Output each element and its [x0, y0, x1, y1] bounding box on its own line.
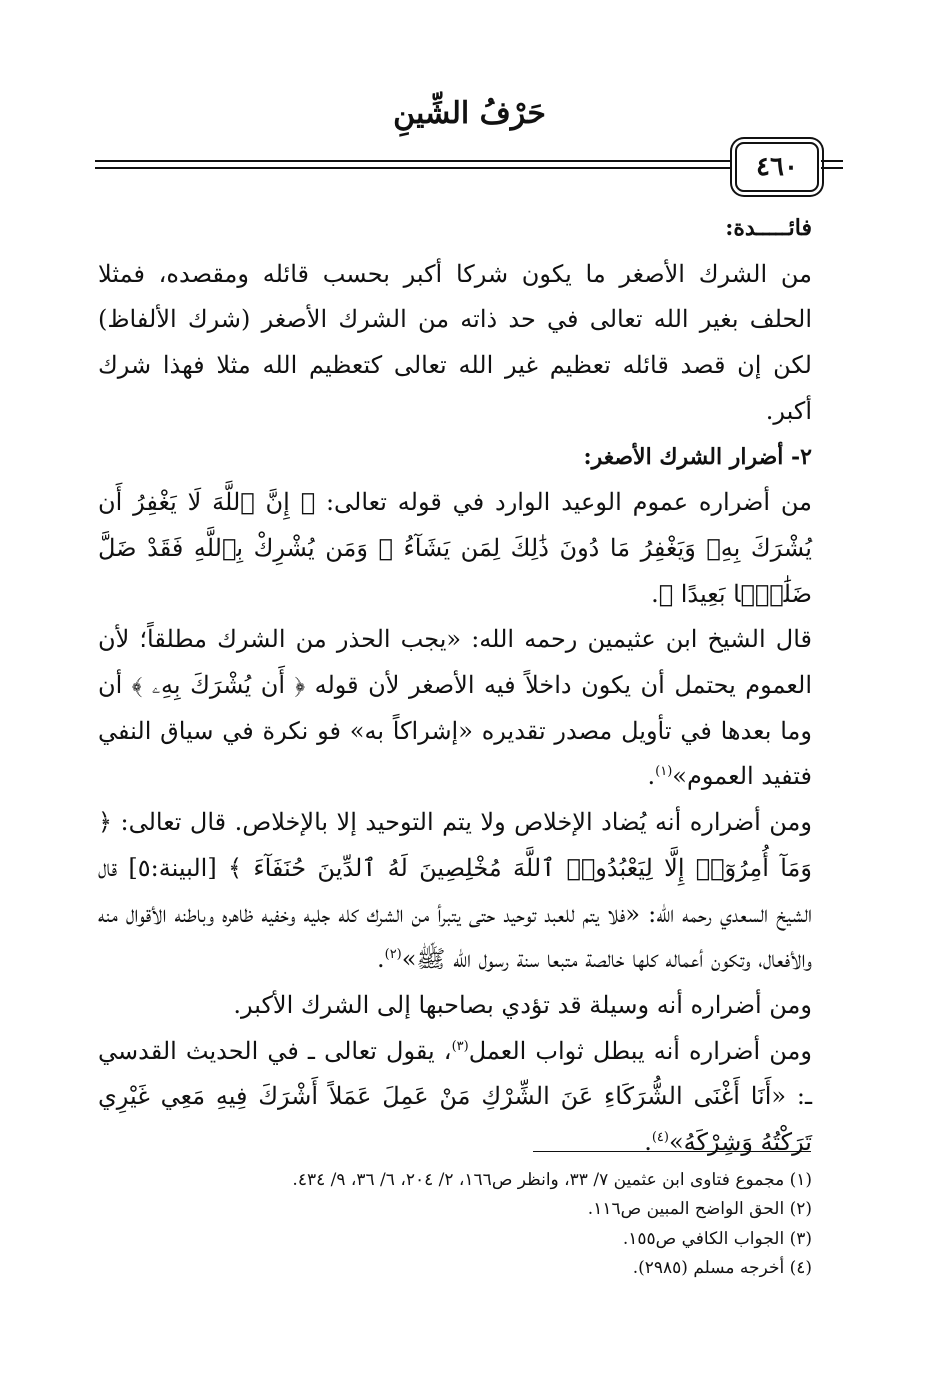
section-heading: ٢- أضرار الشرك الأصغر:	[583, 443, 812, 470]
paragraph: من أضراره عموم الوعيد الوارد في قوله تعالى: ﴿ إِنَّ ٱللَّهَ لَا يَغْفِرُ أَن يُشْرَكَ بِهِۦ وَيَغْفِرُ مَا دُونَ ذَٰلِكَ لِمَن يَشَآءُ ۚ وَمَن يُشْرِكْ بِٱللَّهِ فَقَدْ ضَلَّ ضَلَٰلًۢا بَعِيدًا ﴾.	[98, 488, 812, 608]
faida-heading: فائـــــدة:	[725, 215, 812, 241]
footnote: (٢) الحق الواضح المبين ص١١٦.	[587, 1199, 812, 1220]
paragraph-end: .	[644, 1128, 652, 1157]
footnote: (٤) أخرجه مسلم (٢٩٨٥).	[632, 1257, 812, 1278]
header-bar	[95, 140, 843, 192]
header-rule	[821, 160, 843, 162]
footnote-ref: (٤)	[651, 1130, 669, 1146]
header-rule	[95, 160, 735, 162]
paragraph-end: .	[647, 762, 656, 791]
paragraph-text: ، يقول تعالى ـ في الحديث القدسي ـ: «أَنَا أَغْنَى الشُّرَكَاءِ عَنَ الشِّرْكِ مَنْ عَمِلَ عَمَلاً أَشْرَكَ فِيهِ مَعِي غَيْرِي تَرَكْتُهُ وَشِرْكَهُ»	[98, 1036, 812, 1157]
header-rule	[821, 167, 843, 169]
footnote-ref: (١)	[655, 764, 673, 780]
paragraph: ومن أضراره أنه وسيلة قد تؤدي بصاحبها إلى الشرك الأكبر.	[233, 990, 812, 1019]
paragraph-text: ومن أضراره أنه يبطل ثواب العمل	[468, 1036, 812, 1065]
paragraph-end: .	[376, 945, 385, 974]
paragraph	[98, 800, 812, 983]
paragraph: من الشرك الأصغر ما يكون شركا أكبر بحسب قائله ومقصده، فمثلا الحلف بغير الله تعالى في حد ذاته من الشرك الأصغر (شرك الألفاظ) لكن إن قصد قائله تعظيم غير الله تعالى كتعظيم الله مثلا فهذا شرك أكبر.	[98, 259, 812, 425]
footnote-divider	[533, 1151, 811, 1152]
paragraph-text: ومن أضراره أنه يُضاد الإخلاص ولا يتم التوحيد إلا بالإخلاص. قال تعالى: ﴿ وَمَآ أُمِرُوٓا۟ إِلَّا لِيَعْبُدُوا۟ ٱللَّهَ مُخْلِصِينَ لَهُ ٱلدِّينَ حُنَفَآءَ ﴾ [البينة:٥] قال الشيخ السعدي رحمه الله: «فلا يتم للعبد توحيد حتى يتبرأ من الشرك كله جليه وخفيه ظاهره وباطنه الأقوال منه والأفعال، وتكون أعماله كلها خالصة متبعا سنة رسول الله ﷺ»	[98, 808, 812, 974]
paragraph-text: قال الشيخ ابن عثيمين رحمه الله: «يجب الحذر من الشرك مطلقاً؛ لأن العموم يحتمل أن يكون داخلاً فيه الأصغر لأن قوله ﴿ أَن يُشْرَكَ بِهِۦ ﴾ أن وما بعدها في تأويل مصدر تقديره «إشراكاً به» فو نكرة في سياق النفي فتفيد العموم»	[98, 625, 813, 791]
footnotes	[98, 1166, 812, 1283]
paragraph	[98, 617, 812, 800]
running-title: حَرْفُ الشِّينِ	[393, 96, 546, 131]
footnote: (١) مجموع فتاوى ابن عثمين ٧/ ٣٣، وانظر ص١٦٦، ٢/ ٢٠٤، ٦/ ٣٦، ٩/ ٤٣٤.	[292, 1170, 812, 1190]
paragraph	[98, 1029, 812, 1166]
header-rule	[95, 167, 735, 169]
footnote-ref: (٣)	[451, 1038, 469, 1054]
page-number: ٤٦٠	[735, 142, 819, 192]
footnote: (٣) الجواب الكافي ص١٥٥.	[622, 1228, 812, 1249]
footnote-ref: (٢)	[384, 947, 402, 963]
main-text	[98, 206, 812, 1166]
